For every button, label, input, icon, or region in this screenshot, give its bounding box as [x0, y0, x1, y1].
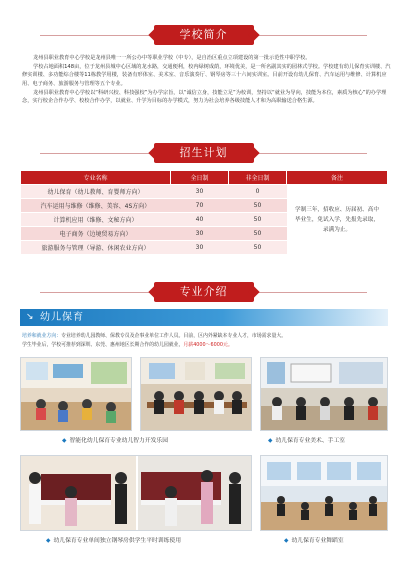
part-time-count: 50 — [229, 227, 287, 241]
major-name: 汽车运用与维修（维修、美容、4S方向） — [21, 199, 171, 213]
major-line-1 — [22, 332, 390, 341]
column-header-part-time: 非全日制 — [229, 171, 287, 185]
section-banner-plan — [0, 143, 407, 163]
bullet-icon: ◆ — [46, 538, 51, 544]
dance-room-photo-illustration — [261, 456, 388, 531]
photo-smart-classroom — [20, 357, 132, 431]
part-time-count: 50 — [229, 241, 287, 255]
column-header-full-time: 全日制 — [171, 171, 229, 185]
table-note: 学制三年，招收应、历届初、高中毕业生，免试入学，先报先录取，录满为止。 — [287, 185, 388, 255]
direction-text: 专业培养幼儿园教师、保教专员及企事业单位工作人员。目前，区内外紧缺本专业人才，市场需求量大。 — [61, 333, 287, 339]
photo-caption-2: ◆ 幼儿保育专业美术、手工室 — [268, 438, 346, 444]
intro-paragraph-3: 龙州县职业教育中心学校以“科研兴校、科技强校”为办学宗旨，以“诚信立身，技能立足”为校训，坚持以“就业为导向，技能为本位，素质为核心”的办学理念，实行校企合作办学、校校合作办学，以就业、升学为目标的办学模式，努力为社会培养各级技能人才和为高职输送合格生源。 — [22, 89, 387, 105]
major-heading-bar — [20, 309, 388, 326]
photo-art-room-b — [260, 357, 388, 431]
classroom-photo-illustration — [21, 358, 132, 431]
column-header-major: 专业名称 — [21, 171, 171, 185]
major-name: 计算机应用（维修、文秘方向） — [21, 213, 171, 227]
art-room-photo-illustration — [141, 358, 252, 431]
photo-caption-4: ◆ 幼儿保育专业舞蹈室 — [284, 538, 344, 544]
major-description — [22, 332, 390, 349]
table-header-row — [21, 171, 388, 185]
major-name: 电子商务（边境贸易方向） — [21, 227, 171, 241]
table-row — [21, 185, 388, 199]
part-time-count: 50 — [229, 199, 287, 213]
school-intro — [22, 54, 392, 106]
section-title-major: 专业介绍 — [154, 282, 254, 302]
employment-text: 学生毕业后，学校可推荐到深圳、东莞、惠州地区长期合作的幼儿园就业， — [22, 341, 184, 348]
section-title-plan: 招生计划 — [154, 143, 254, 163]
full-time-count: 40 — [171, 213, 229, 227]
major-name: 幼儿保育（幼儿教师、育婴师方向） — [21, 185, 171, 199]
part-time-count: 0 — [229, 185, 287, 199]
major-line-2 — [22, 341, 390, 350]
enrollment-table — [20, 170, 388, 255]
photo-dance-room — [260, 455, 388, 531]
bullet-icon: ◆ — [268, 438, 273, 444]
column-header-note: 备注 — [287, 171, 388, 185]
full-time-count: 30 — [171, 227, 229, 241]
major-name: 旅游服务与管理（导游、休闲农业方向） — [21, 241, 171, 255]
section-banner-major — [0, 282, 407, 302]
salary-text: 月薪4000～6000元。 — [183, 341, 233, 348]
intro-paragraph-2: 学校占地面积148亩，位于龙州县城中心区域的龙水路，交通便利，校内绿树成荫，环境优美，是一所名副其实的园林式学校。学校建有幼儿保育实训楼、汽修实训楼、多功能综合楼等11栋教学用楼，装备有形体室、美术室、音乐演奏厅、钢琴房等三十六间实训室。目前开设有幼儿保育、汽车运用与维修、计算机应用、电子商务、旅游服务与管理等五个专业。 — [22, 64, 391, 87]
major-heading: 幼儿保育 — [40, 312, 84, 323]
arrow-icon: ↘ — [26, 312, 34, 322]
photo-piano-room — [20, 455, 252, 531]
bullet-icon: ◆ — [284, 538, 289, 544]
bullet-icon: ◆ — [62, 438, 67, 444]
intro-paragraph-1: 龙州县职业教育中心学校是龙州县唯一一所公办中等职业学校（中专），是自治区重点立项建设的第一批示范性中职学校。 — [33, 55, 311, 61]
direction-label: 培养和就业方向： — [22, 333, 62, 339]
section-title-intro: 学校简介 — [154, 25, 254, 45]
full-time-count: 70 — [171, 199, 229, 213]
full-time-count: 30 — [171, 185, 229, 199]
photo-caption-1: ◆ 智能化幼儿保育专业幼儿智力开发乐园 — [62, 438, 169, 444]
photo-art-room-a — [140, 357, 252, 431]
part-time-count: 50 — [229, 213, 287, 227]
craft-room-photo-illustration — [261, 358, 388, 431]
piano-room-photo-illustration — [21, 456, 252, 531]
section-banner-intro — [0, 25, 407, 45]
photo-caption-3: ◆ 幼儿保育专业单间独立钢琴房供学生平时训练使用 — [46, 538, 182, 544]
full-time-count: 30 — [171, 241, 229, 255]
